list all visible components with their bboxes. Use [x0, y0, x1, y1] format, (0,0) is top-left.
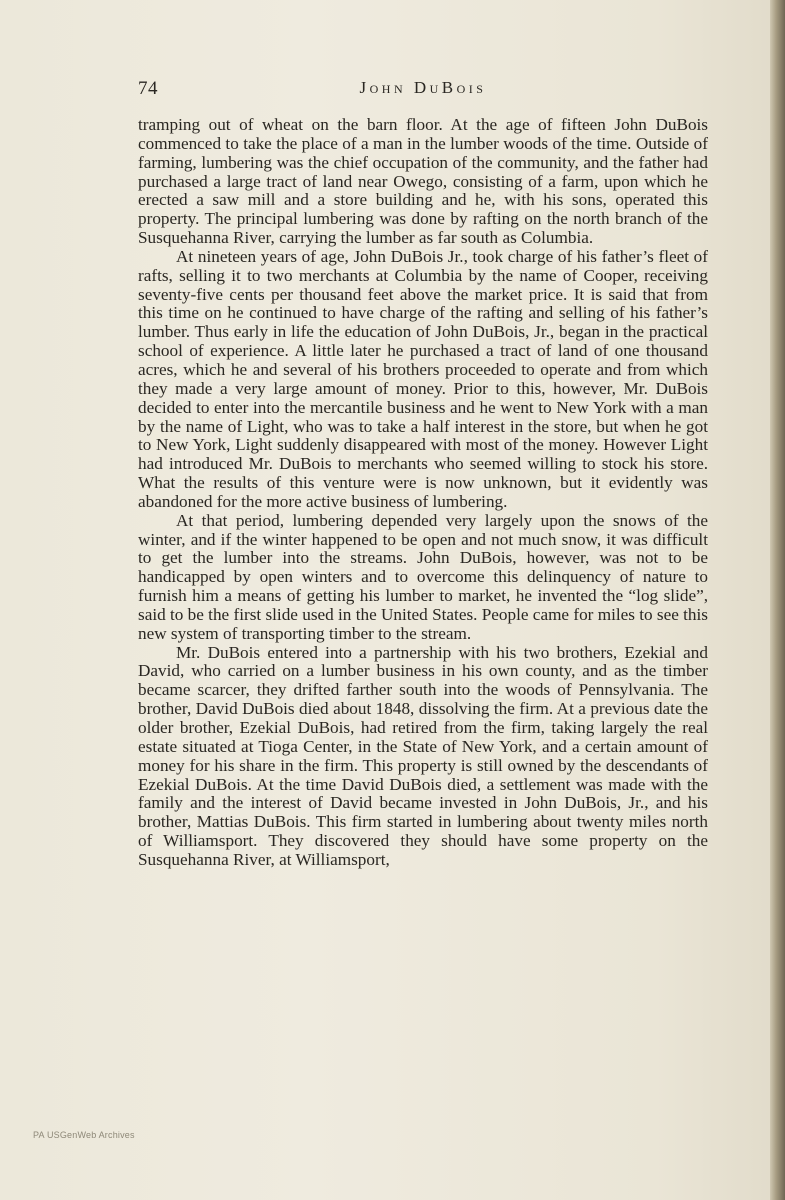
page-edge-shadow	[770, 0, 785, 1200]
paragraph: At that period, lumbering depended very largely upon the snows of the winter, and if the winter happened to be open and not much snow, it was difficult to get the lumber into the streams. John DuBois, however, was not to be handicapped by open winters and to overcome this delinquency of nature to furnish him a means of getting his lumber to market, he invented the “log slide”, said to be the first slide used in the United States. People came for miles to see this new system of transporting timber to the stream.	[138, 510, 708, 643]
paragraph: tramping out of wheat on the barn floor. At the age of fifteen John DuBois commenced to take the place of a man in the lumber woods of the time. Outside of farming, lumbering was the chief occupation of the community, and the father had purchased a large tract of land near Owego, consisting of a farm, upon which he erected a saw mill and a store building and he, with his sons, operated this property. The principal lumbering was done by rafting on the north branch of the Susquehanna River, carrying the lumber as far south as Columbia.	[138, 115, 708, 248]
archive-watermark: PA USGenWeb Archives	[33, 1130, 135, 1140]
page-header	[138, 76, 708, 102]
running-title: John DuBois	[359, 78, 487, 97]
body-text	[138, 116, 708, 870]
paragraph: Mr. DuBois entered into a partnership with his two brothers, Ezekial and David, who carried on a lumber business in his own county, and as the timber became scarcer, they drifted farther south into the woods of Pennsylvania. The brother, David DuBois died about 1848, dissolving the firm. At a previous date the older brother, Ezekial DuBois, had retired from the firm, taking largely the real estate situated at Tioga Center, in the State of New York, and a certain amount of money for his share in the firm. This property is still owned by the descendants of Ezekial DuBois. At the time David DuBois died, a settlement was made with the family and the interest of David became invested in John DuBois, Jr., and his brother, Mattias DuBois. This firm started in lumbering about twenty miles north of Williamsport. They discovered they should have some property on the Susquehanna River, at Williamsport,	[138, 642, 708, 869]
paragraph: At nineteen years of age, John DuBois Jr., took charge of his father’s fleet of rafts, selling it to two merchants at Columbia by the name of Cooper, receiving seventy-five cents per thousand feet above the market price. It is said that from this time on he continued to have charge of the rafting and selling of his father’s lumber. Thus early in life the education of John DuBois, Jr., began in the practical school of experience. A little later he purchased a tract of land of one thousand acres, which he and several of his brothers proceeded to operate and from which they made a very large amount of money. Prior to this, however, Mr. DuBois decided to enter into the mercantile business and he went to New York with a man by the name of Light, who was to take a half interest in the store, but when he got to New York, Light suddenly disappeared with most of the money. However Light had introduced Mr. DuBois to merchants who seemed willing to stock his store. What the results of this venture were is now unknown, but it evidently was abandoned for the more active business of lumbering.	[138, 246, 708, 511]
page-number: 74	[138, 78, 158, 99]
